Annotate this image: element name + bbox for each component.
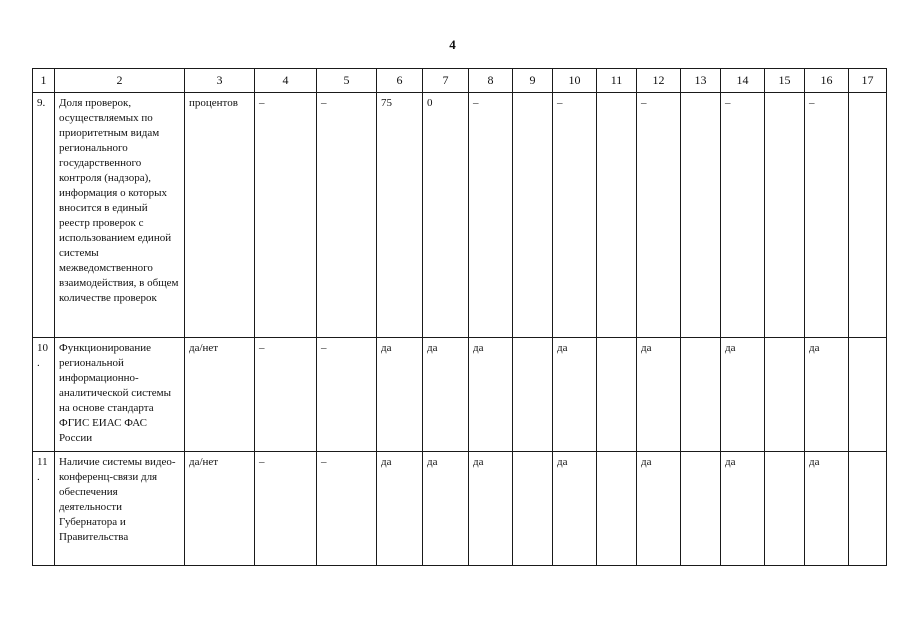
value-cell: 0 [423,93,469,338]
row-number: 9. [33,93,55,338]
value-cell [765,452,805,566]
value-cell: – [255,452,317,566]
header-cell: 4 [255,69,317,93]
value-cell: да [637,452,681,566]
value-cell [597,338,637,452]
row-number: 11. [33,452,55,566]
value-cell: – [553,93,597,338]
table-row [33,452,887,566]
value-cell [513,338,553,452]
value-cell: – [317,93,377,338]
header-cell: 7 [423,69,469,93]
value-cell: 75 [377,93,423,338]
header-cell: 14 [721,69,765,93]
value-cell [681,338,721,452]
value-cell: да [721,338,765,452]
header-cell: 10 [553,69,597,93]
table-header-row [33,69,887,93]
value-cell: да [377,338,423,452]
indicator-name: Доля проверок, осуществляемых по приоритетным видам регионального государственного контроля (надзора), информация о которых вносится в единый реестр проверок с использованием единой системы межведомственного взаимодействия, в общем количестве проверок [55,93,185,338]
value-cell: – [317,338,377,452]
header-cell: 8 [469,69,513,93]
header-cell: 16 [805,69,849,93]
value-cell: – [805,93,849,338]
indicator-name: Функционирование региональной информационно-аналитической системы на основе стандарта ФГИС ЕИАС ФАС России [55,338,185,452]
header-cell: 3 [185,69,255,93]
row-number: 10. [33,338,55,452]
header-cell: 15 [765,69,805,93]
value-cell: да [805,338,849,452]
value-cell: – [317,452,377,566]
header-cell: 1 [33,69,55,93]
page-number: 4 [449,37,456,52]
value-cell: – [255,93,317,338]
value-cell [849,93,887,338]
value-cell [765,338,805,452]
value-cell: – [255,338,317,452]
value-cell: да [805,452,849,566]
value-cell [681,452,721,566]
unit-cell: процентов [185,93,255,338]
value-cell: да [721,452,765,566]
table-row [33,338,887,452]
value-cell: – [637,93,681,338]
value-cell [765,93,805,338]
header-cell: 9 [513,69,553,93]
value-cell: да [423,452,469,566]
value-cell [597,452,637,566]
table-row [33,93,887,338]
value-cell: да [469,338,513,452]
header-cell: 17 [849,69,887,93]
header-cell: 2 [55,69,185,93]
value-cell: да [377,452,423,566]
header-cell: 5 [317,69,377,93]
header-cell: 13 [681,69,721,93]
value-cell [597,93,637,338]
value-cell: да [637,338,681,452]
header-cell: 12 [637,69,681,93]
value-cell [513,452,553,566]
value-cell: да [423,338,469,452]
value-cell: да [469,452,513,566]
header-cell: 6 [377,69,423,93]
value-cell: да [553,452,597,566]
value-cell: – [721,93,765,338]
value-cell [849,338,887,452]
indicator-name: Наличие системы видео-конференц-связи для обеспечения деятельности Губернатора и Правительства [55,452,185,566]
value-cell [513,93,553,338]
unit-cell: да/нет [185,338,255,452]
value-cell: – [469,93,513,338]
value-cell [849,452,887,566]
unit-cell: да/нет [185,452,255,566]
value-cell [681,93,721,338]
header-cell: 11 [597,69,637,93]
indicator-table [32,68,887,566]
value-cell: да [553,338,597,452]
